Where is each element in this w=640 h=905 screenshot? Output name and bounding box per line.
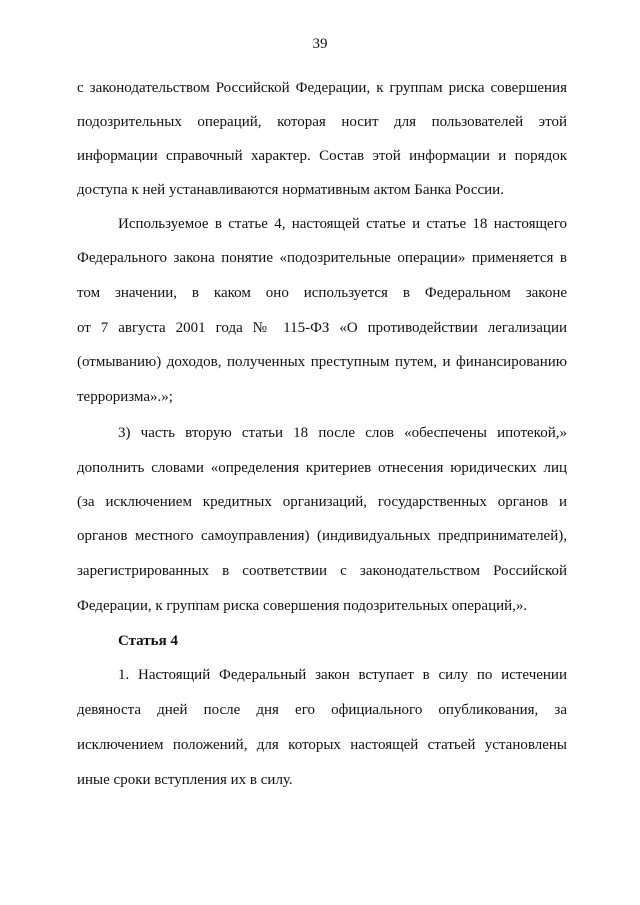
text-line: зарегистрированных в соответствии с законодательством Российской [77,563,567,579]
text-line: подозрительных операций, которая носит для пользователей этой [77,114,567,130]
text-line: информации справочный характер. Состав этой информации и порядок [77,148,567,164]
text-line: доступа к ней устанавливаются нормативным актом Банка России. [77,182,504,198]
text-line: Федерации, к группам риска совершения подозрительных операций,». [77,598,528,614]
text-line: иные сроки вступления их в силу. [77,772,293,788]
text-line: терроризма».»; [77,389,173,405]
text-line: органов местного самоуправления) (индивидуальных предпринимателей), [77,528,567,544]
text-line: 1. Настоящий Федеральный закон вступает в силу по истечении [118,667,567,683]
text-line: дополнить словами «определения критериев отнесения юридических лиц [77,460,567,476]
text-line: исключением положений, для которых настоящей статьей установлены [77,737,567,753]
text-line: Используемое в статье 4, настоящей статье и статье 18 настоящего [118,216,567,232]
text-line: (за исключением кредитных организаций, государственных органов и [77,494,567,510]
text-line: том значении, в каком оно используется в Федеральном законе [77,285,567,301]
text-line: (отмыванию) доходов, полученных преступным путем, и финансированию [77,354,567,370]
text-line: Федерального закона понятие «подозрительные операции» применяется в [77,250,567,266]
text-line: с законодательством Российской Федерации, к группам риска совершения [77,80,567,96]
article-heading: Статья 4 [118,633,178,649]
text-line: девяноста дней после дня его официального опубликования, за [77,702,567,718]
text-line: от 7 августа 2001 года № 115-ФЗ «О противодействии легализации [77,320,567,336]
text-line: 3) часть вторую статьи 18 после слов «обеспечены ипотекой,» [118,425,567,441]
page-number: 39 [312,36,328,52]
